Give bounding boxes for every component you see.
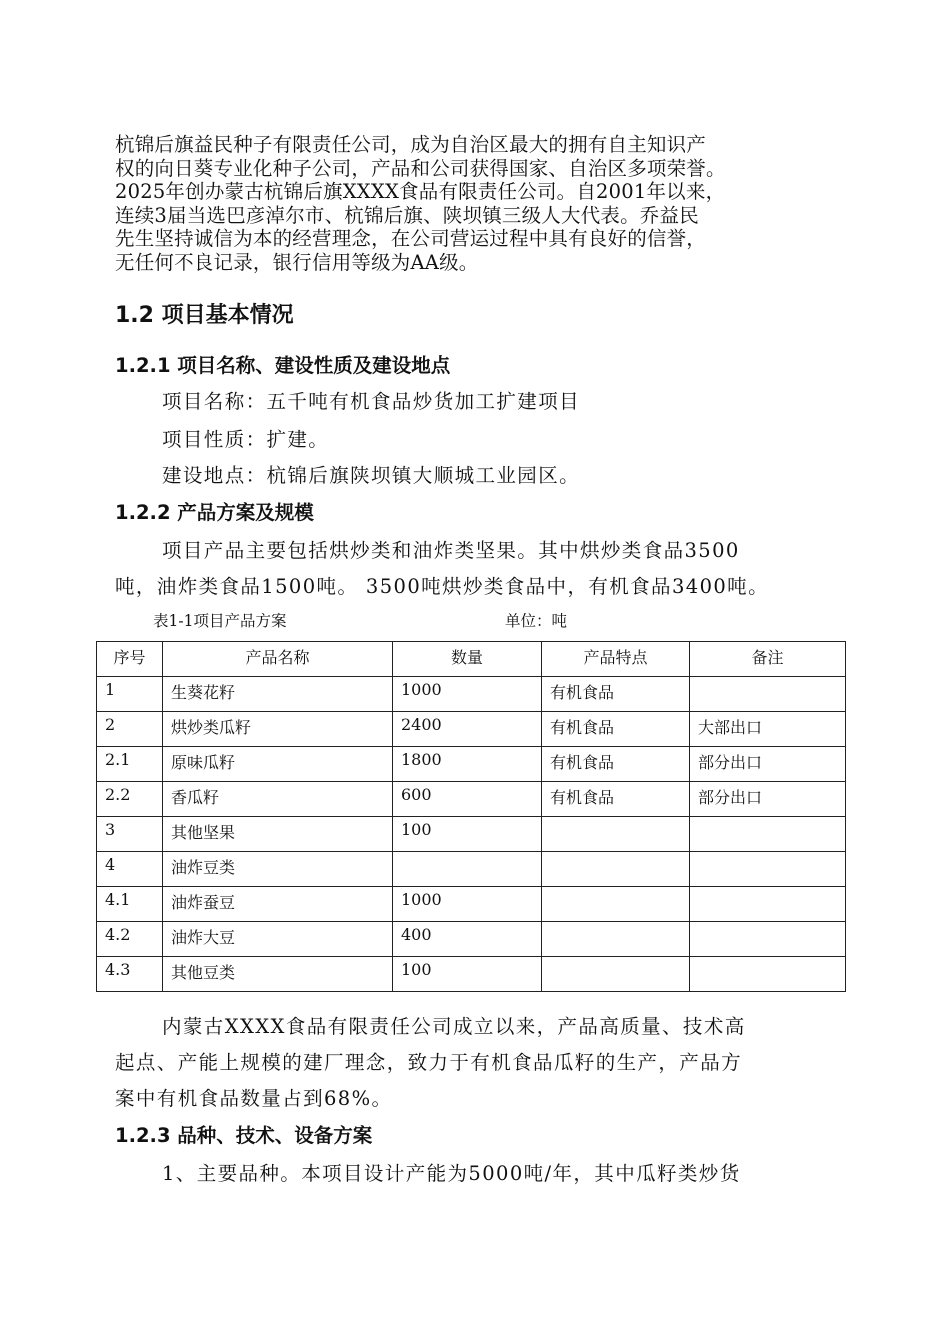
table-row xyxy=(97,747,846,782)
cell-product-name: 油炸大豆 xyxy=(163,922,393,957)
project-name-line: 项目名称：五千吨有机食品炒货加工扩建项目 xyxy=(162,390,581,413)
cell-product-name: 原味瓜籽 xyxy=(163,747,393,782)
cell-remark xyxy=(690,817,846,852)
cell-index: 4 xyxy=(97,852,163,887)
project-location-line: 建设地点：杭锦后旗陕坝镇大顺城工业园区。 xyxy=(162,464,581,487)
cell-product-name: 烘炒类瓜籽 xyxy=(163,712,393,747)
table-row xyxy=(97,957,846,992)
section-heading-1-2: 1.2 项目基本情况 xyxy=(115,303,294,328)
intro-line: 2025年创办蒙古杭锦后旗XXXX食品有限责任公司。自2001年以来， xyxy=(115,180,726,203)
cell-index: 2.1 xyxy=(97,747,163,782)
section-heading-1-2-1: 1.2.1 项目名称、建设性质及建设地点 xyxy=(115,354,451,377)
varieties-paragraph-line: 1、主要品种。本项目设计产能为5000吨/年，其中瓜籽类炒货 xyxy=(162,1162,741,1185)
cell-quantity: 100 xyxy=(393,817,542,852)
section-heading-1-2-3: 1.2.3 品种、技术、设备方案 xyxy=(115,1124,373,1147)
cell-product-name: 油炸豆类 xyxy=(163,852,393,887)
cell-quantity: 1000 xyxy=(393,677,542,712)
cell-remark: 部分出口 xyxy=(690,747,846,782)
project-nature-line: 项目性质：扩建。 xyxy=(162,428,330,451)
cell-product-name: 其他豆类 xyxy=(163,957,393,992)
cell-quantity: 1800 xyxy=(393,747,542,782)
cell-index: 1 xyxy=(97,677,163,712)
table-header-row xyxy=(97,642,846,677)
cell-quantity: 600 xyxy=(393,782,542,817)
intro-line: 无任何不良记录，银行信用等级为AA级。 xyxy=(115,250,479,274)
cell-index: 4.3 xyxy=(97,957,163,992)
header-remark: 备注 xyxy=(690,642,846,677)
cell-product-feature xyxy=(542,887,690,922)
cell-product-feature xyxy=(542,817,690,852)
cell-remark xyxy=(690,957,846,992)
company-paragraph-line: 内蒙古XXXX食品有限责任公司成立以来，产品高质量、技术高 xyxy=(162,1015,746,1038)
product-scheme-paragraph-line: 吨，油炸类食品1500吨。 3500吨烘炒类食品中，有机食品3400吨。 xyxy=(115,575,769,598)
cell-index: 2 xyxy=(97,712,163,747)
cell-remark: 大部出口 xyxy=(690,712,846,747)
cell-product-feature: 有机食品 xyxy=(542,677,690,712)
cell-quantity: 1000 xyxy=(393,887,542,922)
cell-product-name: 其他坚果 xyxy=(163,817,393,852)
cell-index: 3 xyxy=(97,817,163,852)
intro-paragraph xyxy=(115,133,840,274)
intro-line: 连续3届当选巴彦淖尔市、杭锦后旗、陕坝镇三级人大代表。乔益民 xyxy=(115,203,699,227)
cell-product-feature xyxy=(542,922,690,957)
table-row xyxy=(97,677,846,712)
cell-index: 4.1 xyxy=(97,887,163,922)
cell-product-feature xyxy=(542,957,690,992)
product-scheme-paragraph-line: 项目产品主要包括烘炒类和油炸类坚果。其中烘炒类食品3500 xyxy=(162,539,740,562)
table-caption: 表1-1项目产品方案 xyxy=(153,612,287,630)
cell-remark xyxy=(690,677,846,712)
header-product-feature: 产品特点 xyxy=(542,642,690,677)
cell-remark xyxy=(690,922,846,957)
cell-remark xyxy=(690,852,846,887)
company-paragraph-line: 起点、产能上规模的建厂理念，致力于有机食品瓜籽的生产，产品方 xyxy=(115,1051,743,1074)
cell-remark: 部分出口 xyxy=(690,782,846,817)
company-paragraph-line: 案中有机食品数量占到68%。 xyxy=(115,1087,393,1110)
cell-quantity: 2400 xyxy=(393,712,542,747)
table-unit: 单位：吨 xyxy=(505,612,568,630)
intro-line: 杭锦后旗益民种子有限责任公司，成为自治区最大的拥有自主知识产 xyxy=(115,133,707,156)
intro-line: 权的向日葵专业化种子公司，产品和公司获得国家、自治区多项荣誉。 xyxy=(115,156,726,180)
cell-product-feature: 有机食品 xyxy=(542,712,690,747)
cell-product-feature: 有机食品 xyxy=(542,782,690,817)
cell-index: 4.2 xyxy=(97,922,163,957)
header-quantity: 数量 xyxy=(393,642,542,677)
cell-product-name: 油炸蚕豆 xyxy=(163,887,393,922)
cell-quantity: 100 xyxy=(393,957,542,992)
header-product-name: 产品名称 xyxy=(163,642,393,677)
cell-quantity xyxy=(393,852,542,887)
cell-remark xyxy=(690,887,846,922)
cell-quantity: 400 xyxy=(393,922,542,957)
cell-product-feature xyxy=(542,852,690,887)
cell-index: 2.2 xyxy=(97,782,163,817)
table-row xyxy=(97,782,846,817)
intro-line: 先生坚持诚信为本的经营理念，在公司营运过程中具有良好的信誉， xyxy=(115,227,707,250)
cell-product-name: 生葵花籽 xyxy=(163,677,393,712)
table-row xyxy=(97,922,846,957)
table-row xyxy=(97,817,846,852)
header-index: 序号 xyxy=(97,642,163,677)
product-scheme-table xyxy=(96,641,846,992)
cell-product-name: 香瓜籽 xyxy=(163,782,393,817)
table-row xyxy=(97,887,846,922)
cell-product-feature: 有机食品 xyxy=(542,747,690,782)
section-heading-1-2-2: 1.2.2 产品方案及规模 xyxy=(115,501,314,524)
table-row xyxy=(97,852,846,887)
table-row xyxy=(97,712,846,747)
